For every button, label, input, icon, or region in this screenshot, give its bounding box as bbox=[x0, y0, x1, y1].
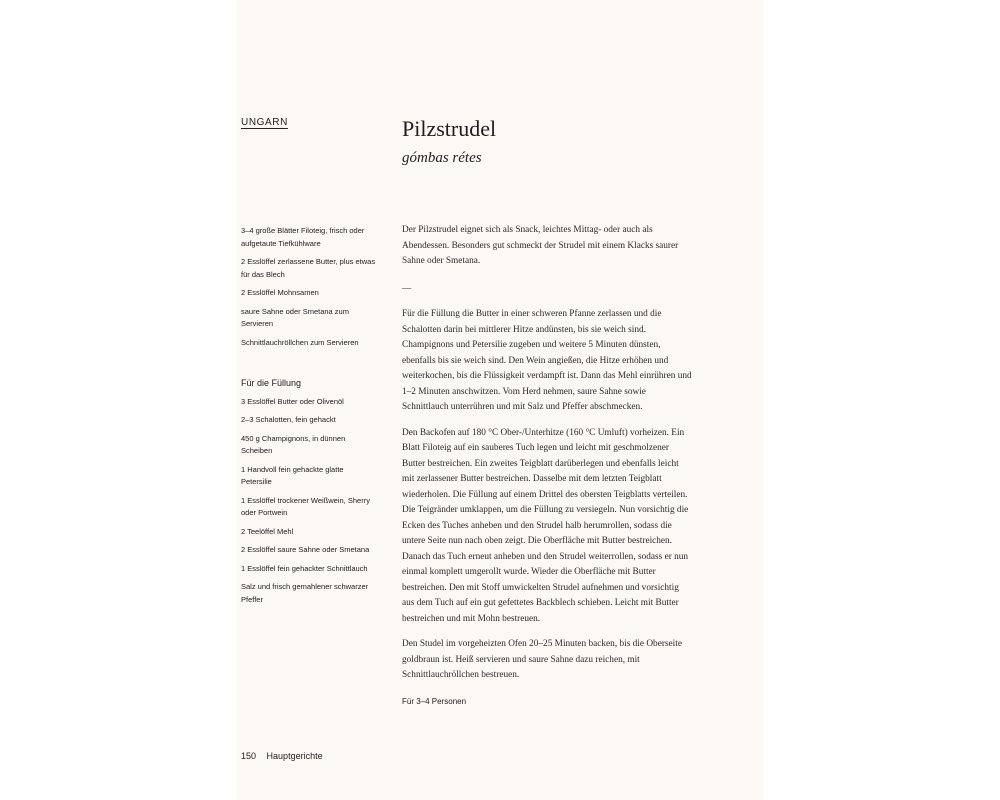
filling-ingredient-item: 1 Handvoll fein gehackte glatte Petersilie bbox=[241, 464, 344, 486]
ingredient-item: 2 Esslöffel Mohnsamen bbox=[241, 288, 319, 297]
filling-heading: Für die Füllung bbox=[241, 378, 302, 388]
recipe-title: Pilzstrudel bbox=[402, 116, 497, 141]
intro-paragraph: Der Pilzstrudel eignet sich als Snack, leichtes Mittag- oder auch als Abendessen. Besonders gut schmeckt der Strudel mit einem Klacks saurer Sahne oder Smetana. bbox=[402, 225, 679, 266]
ingredient-item: 3–4 große Blätter Filoteig, frisch oder aufgetaute Tiefkühlware bbox=[241, 226, 365, 248]
filling-ingredient-item: 1 Esslöffel trockener Weißwein, Sherry oder Portwein bbox=[241, 495, 370, 517]
filling-ingredient-item: Salz und frisch gemahlener schwarzer Pfeffer bbox=[241, 582, 369, 604]
page-footer bbox=[241, 751, 323, 761]
ingredient-list bbox=[241, 225, 376, 612]
filling-ingredient-item: 1 Esslöffel fein gehackter Schnittlauch bbox=[241, 563, 368, 573]
section-name: Hauptgerichte bbox=[266, 751, 323, 761]
step-paragraph: Für die Füllung die Butter in einer schweren Pfanne zerlassen und die Schalotten darin bei mittlerer Hitze andünsten, bis sie weich sind. Champignons und Petersilie zugeben und weitere 5 Minuten dünsten, ebenfalls bis sie weich sind. Den Wein angießen, die Hitze erhöhen und weiterkochen, bis die Flüssigkeit verdampft ist. Dann das Mehl einrühren und 1–2 Minuten anschwitzen. Vom Herd nehmen, saure Sahne sowie Schnittlauch unterrühren und mit Salz und Pfeffer abschmecken. bbox=[402, 309, 692, 412]
serving-info: Für 3–4 Personen bbox=[402, 696, 467, 706]
filling-ingredient-item: 2 Teelöffel Mehl bbox=[241, 526, 294, 536]
filling-ingredient-item: 2 Esslöffel saure Sahne oder Smetana bbox=[241, 545, 370, 554]
ingredient-item: saure Sahne oder Smetana zum Servieren bbox=[241, 306, 349, 328]
step-paragraph: Den Backofen auf 180 °C Ober-/Unterhitze (160 °C Umluft) vorheizen. Ein Blatt Filoteig auf ein sauberes Tuch legen und leicht mit geschmolzener Butter bestreichen. Ein zweites Teigblatt darüberlegen und ebenfalls leicht mit zerlassener Butter bestreichen. Dasselbe mit dem letzten Teigblatt wiederholen. Die Füllung auf einem Drittel des obersten Teigblatts verteilen. Die Teigränder umklappen, um die Füllung zu versiegeln. Nun vorsichtig die Ecken des Tuches anheben und den Strudel halb herumrollen, sodass die untere Seite nun nach oben zeigt. Die Oberfläche mit Butter bestreichen. Danach das Tuch erneut anheben und den Strudel weiterrollen, sodass er nun einmal komplett umgerollt wurde. Wieder die Oberfläche mit Butter bestreichen. Den mit Stoff umwickelten Strudel aufnehmen und vorsichtig aus dem Tuch auf ein gut gefettetes Backblech schieben. Leicht mit Butter bestreichen und mit Mohn bestreuen. bbox=[402, 427, 689, 624]
recipe-subtitle: gómbas rétes bbox=[402, 150, 482, 166]
page-number: 150 bbox=[241, 751, 257, 761]
ingredient-item: 2 Esslöffel zerlassene Butter, plus etwas für das Blech bbox=[241, 257, 376, 279]
region-label: UNGARN bbox=[241, 117, 288, 128]
filling-ingredient-item: 3 Esslöffel Butter oder Olivenöl bbox=[241, 396, 344, 406]
filling-ingredient-item: 2–3 Schalotten, fein gehackt bbox=[241, 415, 336, 424]
ingredient-item: Schnittlauchröllchen zum Servieren bbox=[241, 337, 359, 347]
section-separator: — bbox=[402, 283, 412, 294]
step-paragraph: Den Studel im vorgeheizten Ofen 20–25 Minuten backen, bis die Oberseite goldbraun ist. Heiß servieren und saure Sahne dazu reichen, mit Schnittlauchröllchen bestreuen. bbox=[402, 639, 682, 680]
filling-ingredient-item: 450 g Champignons, in dünnen Scheiben bbox=[241, 433, 346, 455]
recipe-body bbox=[402, 223, 692, 709]
